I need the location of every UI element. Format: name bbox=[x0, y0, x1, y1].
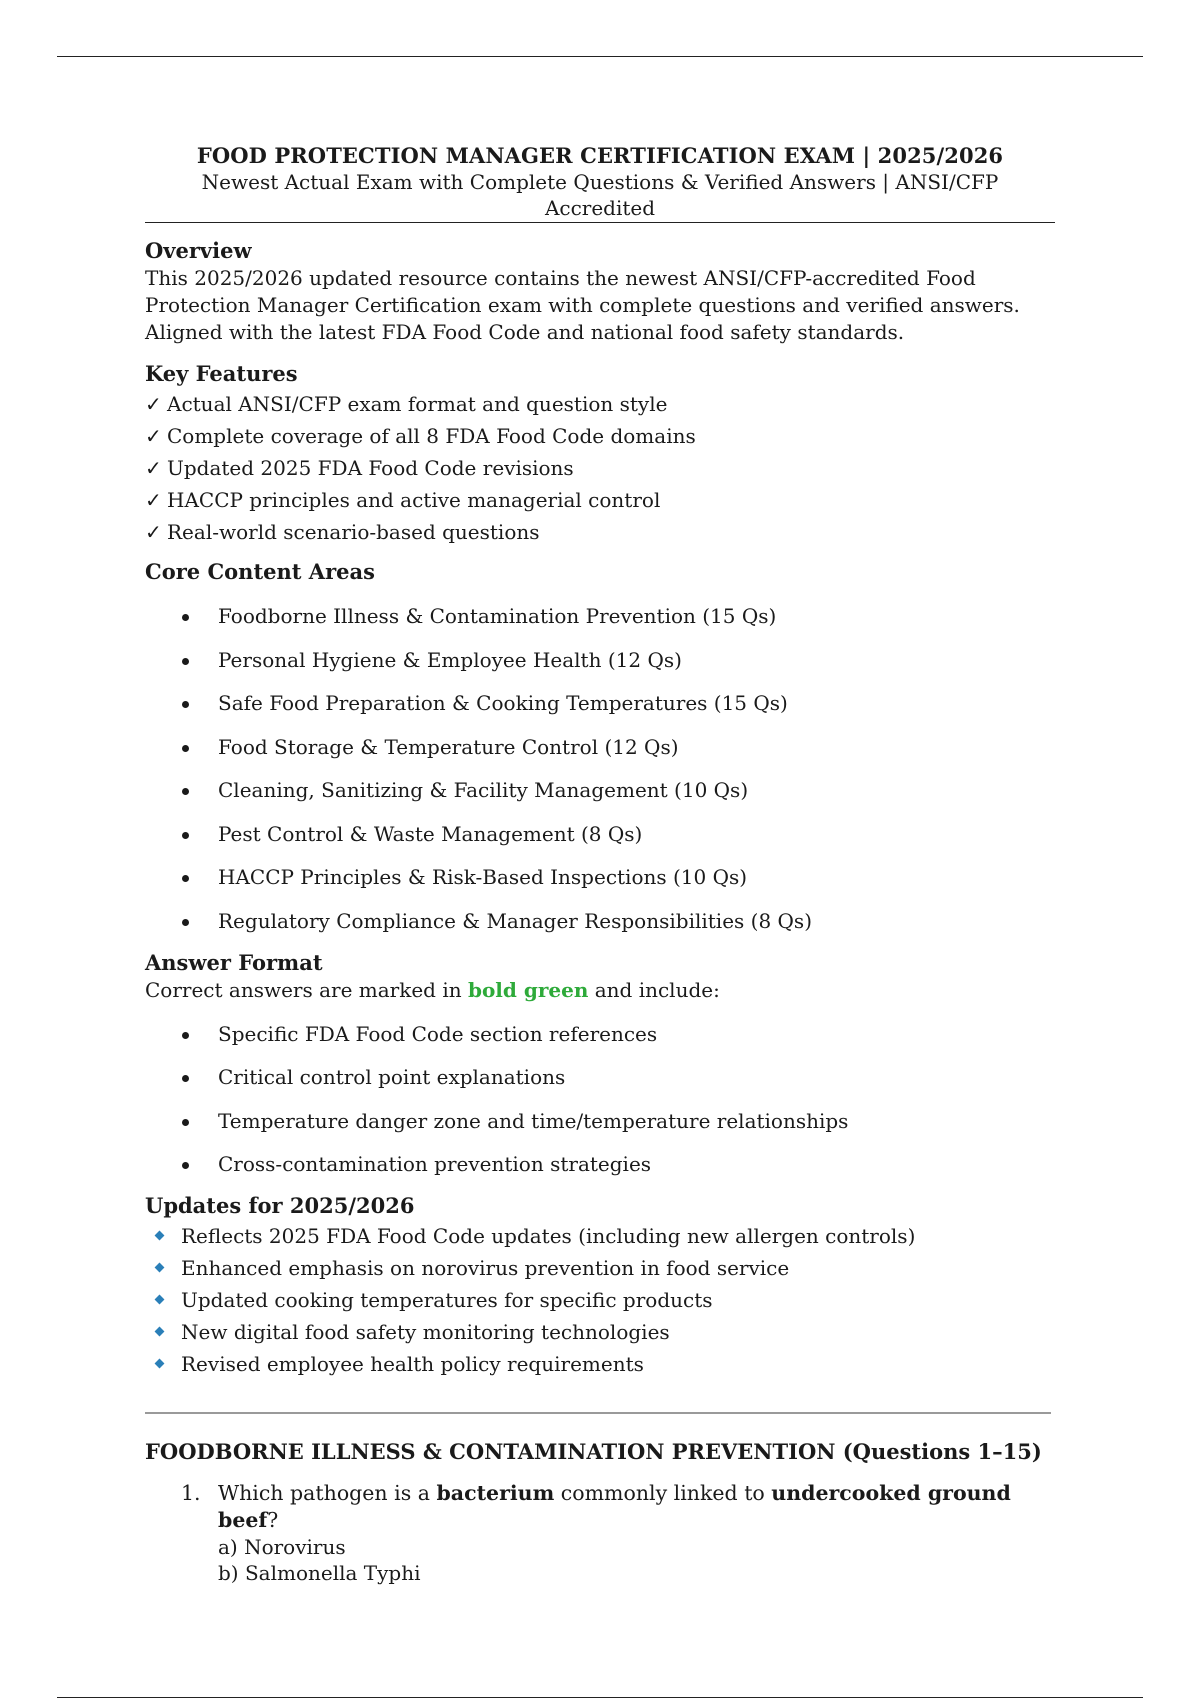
updates-heading: Updates for 2025/2026 bbox=[145, 1193, 415, 1218]
overview-line-3: Aligned with the latest FDA Food Code and national food safety standards. bbox=[145, 320, 905, 344]
list-item: Foodborne Illness & Contamination Prevention (15 Qs) bbox=[145, 603, 1055, 647]
list-item: Personal Hygiene & Employee Health (12 Qs) bbox=[145, 647, 1055, 691]
bullet-icon bbox=[182, 701, 189, 708]
title-block bbox=[145, 142, 1055, 223]
page-top-rule bbox=[57, 56, 1143, 57]
diamond-bullet-icon bbox=[155, 1231, 165, 1241]
bullet-icon bbox=[182, 919, 189, 926]
page-bottom-rule bbox=[57, 1697, 1143, 1698]
bullet-icon bbox=[182, 788, 189, 795]
overview-line-1: This 2025/2026 updated resource contains the newest ANSI/CFP-accredited Food bbox=[145, 266, 976, 290]
question-item bbox=[145, 1480, 1055, 1586]
answer-option-a: a) Norovirus bbox=[218, 1535, 346, 1559]
section-divider bbox=[145, 1412, 1051, 1414]
question-number: 1. bbox=[181, 1481, 201, 1505]
bullet-icon bbox=[182, 832, 189, 839]
answer-format-list bbox=[145, 1021, 1055, 1183]
document-content bbox=[145, 142, 1055, 1586]
list-item: Cleaning, Sanitizing & Facility Management (10 Qs) bbox=[145, 777, 1055, 821]
core-content-heading: Core Content Areas bbox=[145, 559, 375, 584]
overview-heading: Overview bbox=[145, 238, 252, 263]
overview-section bbox=[145, 237, 1055, 346]
updates-list bbox=[145, 1220, 1055, 1380]
key-features-heading: Key Features bbox=[145, 361, 298, 386]
key-features-section bbox=[145, 360, 1055, 548]
bullet-icon bbox=[182, 1162, 189, 1169]
questions-section bbox=[145, 1438, 1055, 1586]
list-item: Regulatory Compliance & Manager Responsibilities (8 Qs) bbox=[145, 908, 1055, 939]
list-item: Safe Food Preparation & Cooking Temperatures (15 Qs) bbox=[145, 690, 1055, 734]
list-item: HACCP Principles & Risk-Based Inspections (10 Qs) bbox=[145, 864, 1055, 908]
title-underline bbox=[145, 222, 1055, 223]
bullet-icon bbox=[182, 875, 189, 882]
bold-green-highlight: bold green bbox=[467, 977, 589, 1002]
list-item: Critical control point explanations bbox=[145, 1064, 1055, 1108]
list-item: ✓ HACCP principles and active managerial control bbox=[145, 484, 1055, 516]
document-title: FOOD PROTECTION MANAGER CERTIFICATION EXAM | 2025/2026 bbox=[196, 143, 1004, 168]
diamond-bullet-icon bbox=[155, 1295, 165, 1305]
list-item: Food Storage & Temperature Control (12 Qs) bbox=[145, 734, 1055, 778]
key-features-list bbox=[145, 388, 1055, 548]
document-subtitle: Newest Actual Exam with Complete Questions & Verified Answers | ANSI/CFP Accredited bbox=[201, 170, 999, 220]
list-item: ✓ Complete coverage of all 8 FDA Food Code domains bbox=[145, 420, 1055, 452]
answer-format-section bbox=[145, 949, 1055, 1183]
list-item: ✓ Updated 2025 FDA Food Code revisions bbox=[145, 452, 1055, 484]
answer-format-heading: Answer Format bbox=[145, 949, 323, 975]
checkmark-icon: ✓ bbox=[145, 392, 162, 416]
list-item: Temperature danger zone and time/temperature relationships bbox=[145, 1108, 1055, 1152]
list-item: Specific FDA Food Code section references bbox=[145, 1021, 1055, 1065]
bullet-icon bbox=[182, 1119, 189, 1126]
diamond-bullet-icon bbox=[155, 1263, 165, 1273]
checkmark-icon: ✓ bbox=[145, 424, 162, 448]
diamond-bullet-icon bbox=[155, 1327, 165, 1337]
list-item: Reflects 2025 FDA Food Code updates (including new allergen controls) bbox=[145, 1220, 1055, 1252]
bullet-icon bbox=[182, 1032, 189, 1039]
core-content-list bbox=[145, 603, 1055, 939]
answer-format-intro: Correct answers are marked in bold green and include: bbox=[145, 977, 720, 1002]
list-item: Cross-contamination prevention strategies bbox=[145, 1151, 1055, 1182]
questions-section-heading: FOODBORNE ILLNESS & CONTAMINATION PREVENTION (Questions 1–15) bbox=[145, 1439, 1042, 1464]
list-item: Enhanced emphasis on norovirus prevention in food service bbox=[145, 1252, 1055, 1284]
diamond-bullet-icon bbox=[155, 1359, 165, 1369]
checkmark-icon: ✓ bbox=[145, 520, 162, 544]
list-item: Updated cooking temperatures for specific products bbox=[145, 1284, 1055, 1316]
list-item: Revised employee health policy requirements bbox=[145, 1348, 1055, 1380]
checkmark-icon: ✓ bbox=[145, 456, 162, 480]
answer-option-b: b) Salmonella Typhi bbox=[218, 1561, 421, 1585]
checkmark-icon: ✓ bbox=[145, 488, 162, 512]
overview-line-2: Protection Manager Certification exam with complete questions and verified answers. bbox=[145, 293, 1020, 317]
bullet-icon bbox=[182, 1075, 189, 1082]
bullet-icon bbox=[182, 658, 189, 665]
bullet-icon bbox=[182, 614, 189, 621]
list-item: New digital food safety monitoring technologies bbox=[145, 1316, 1055, 1348]
list-item: Pest Control & Waste Management (8 Qs) bbox=[145, 821, 1055, 865]
list-item: ✓ Real-world scenario-based questions bbox=[145, 516, 1055, 548]
updates-section bbox=[145, 1192, 1055, 1380]
question-text: Which pathogen is a bacterium commonly linked to undercooked ground beef? bbox=[218, 1481, 1011, 1532]
list-item: ✓ Actual ANSI/CFP exam format and question style bbox=[145, 388, 1055, 420]
core-content-section bbox=[145, 558, 1055, 939]
bullet-icon bbox=[182, 745, 189, 752]
